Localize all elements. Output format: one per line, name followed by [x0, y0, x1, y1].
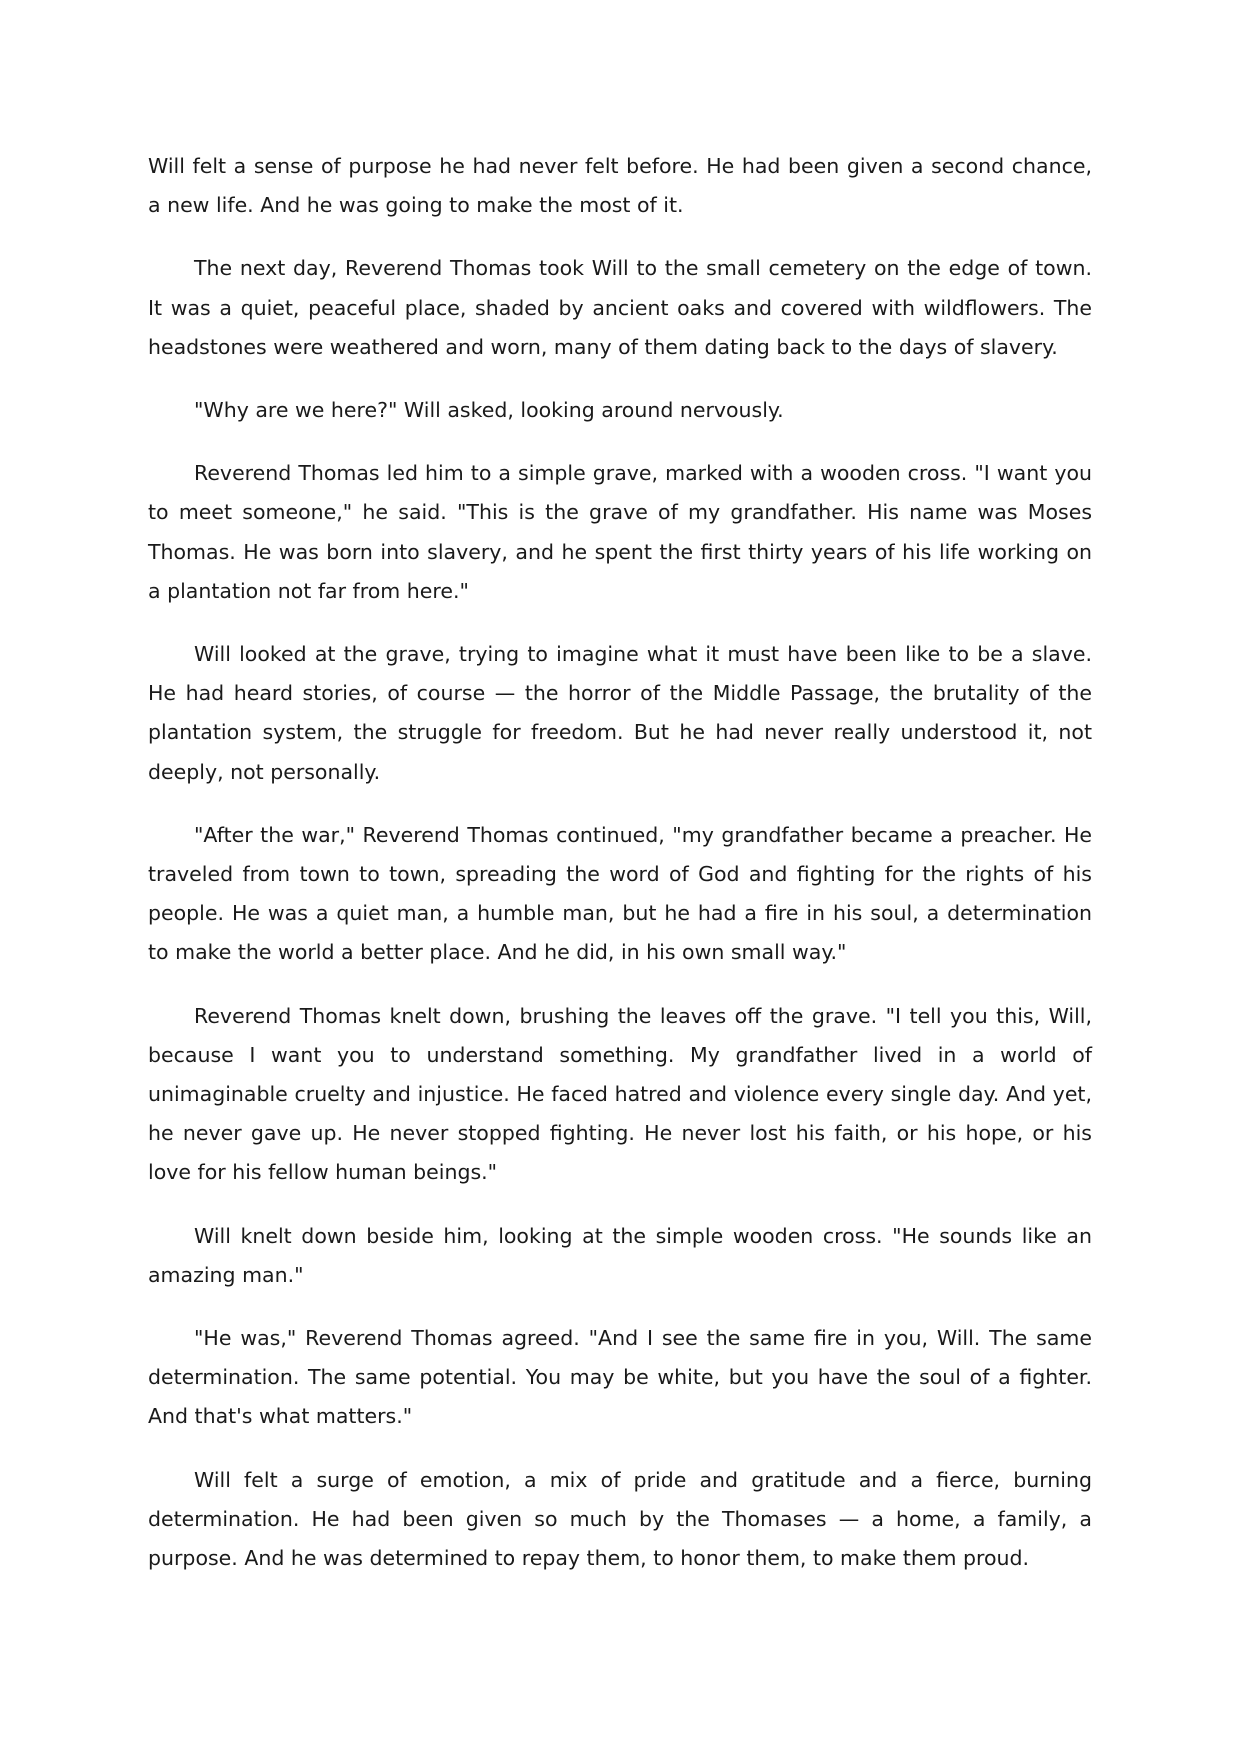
paragraph-4: Reverend Thomas led him to a simple grave, marked with a wooden cross. "I want you to meet someone," he said. "This is the grave of my grandfather. His name was Moses Thomas. He was born into slavery, and he spent the first thirty years of his life working on a plantation not far from here.": [148, 461, 1092, 603]
paragraph-8: Will knelt down beside him, looking at the simple wooden cross. "He sounds like an amazing man.": [148, 1223, 1092, 1287]
paragraph-6: "After the war," Reverend Thomas continued, "my grandfather became a preacher. He traveled from town to town, spreading the word of God and fighting for the rights of his people. He was a quiet man, a humble man, but he had a fire in his soul, a determination to make the world a better place. And he did, in his own small way.": [148, 822, 1092, 965]
paragraph-1: Will felt a sense of purpose he had never felt before. He had been given a second chance, a new life. And he was going to make the most of it.: [148, 154, 1092, 218]
paragraph-5: Will looked at the grave, trying to imagine what it must have been like to be a slave. He had heard stories, of course — the horror of the Middle Passage, the brutality of the plantation system, the struggle for freedom. But he had never really understood it, not deeply, not personally.: [148, 642, 1092, 784]
paragraph-2: The next day, Reverend Thomas took Will to the small cemetery on the edge of town. It was a quiet, peaceful place, shaded by ancient oaks and covered with wildflowers. The headstones were weathered and worn, many of them dating back to the days of slavery.: [148, 256, 1092, 359]
paragraph-10: Will felt a surge of emotion, a mix of pride and gratitude and a fierce, burning determination. He had been given so much by the Thomases — a home, a family, a purpose. And he was determined to repay them, to honor them, to make them proud.: [148, 1467, 1092, 1571]
paragraph-3: "Why are we here?" Will asked, looking around nervously.: [194, 398, 784, 423]
body-text: [148, 147, 1092, 1602]
paragraph-9: "He was," Reverend Thomas agreed. "And I see the same fire in you, Will. The same determination. The same potential. You may be white, but you have the soul of a fighter. And that's what matters.": [148, 1326, 1092, 1429]
paragraph-7: Reverend Thomas knelt down, brushing the leaves off the grave. "I tell you this, Will, because I want you to understand something. My grandfather lived in a world of unimaginable cruelty and injustice. He faced hatred and violence every single day. And yet, he never gave up. He never stopped fighting. He never lost his faith, or his hope, or his love for his fellow human beings.": [148, 1003, 1092, 1185]
